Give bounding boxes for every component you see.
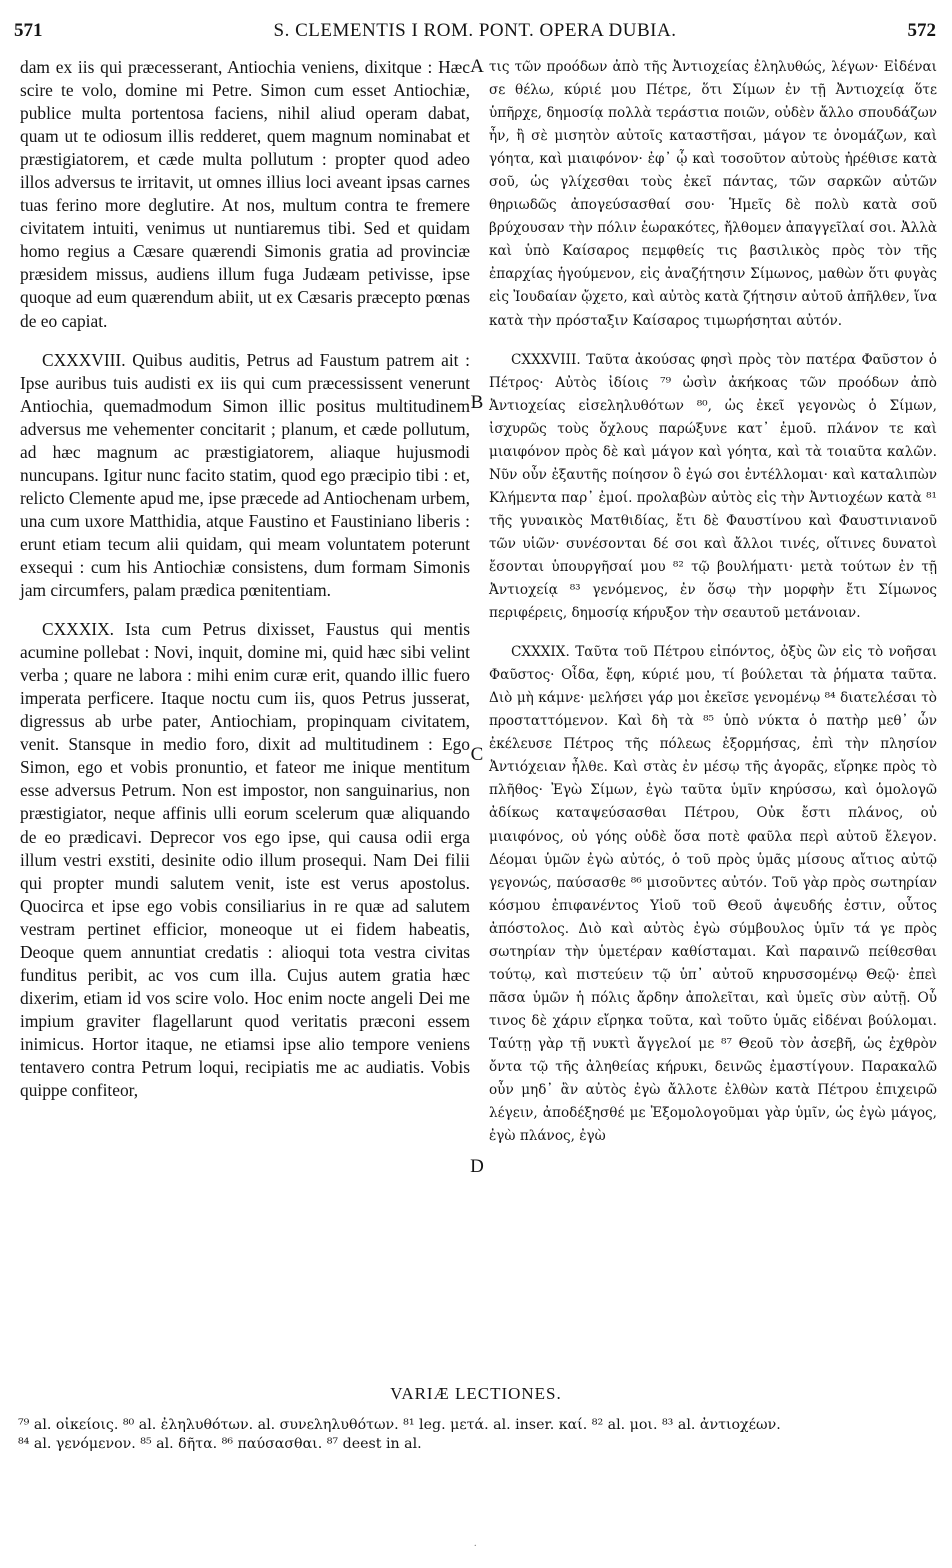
margin-marker-a: A [470, 56, 484, 77]
latin-paragraph-2: CXXXVIII. Quibus auditis, Petrus ad Faustum patrem ait : Ipse auribus tuis audisti ex iis qui cum præcessissent venerunt Antiochia, quemadmodum Simon illic positus multitudinem adversus me vehementer concitarit ; planum, et cæde pollutum, ad hæc magnum ac præstigiatorem, aliaque hujusmodi nuncupans. Igitur nunc facito statim, quod ego præcipio tibi : et, relicto Clemente apud me, ipse præcede ad Antiochenam urbem, una cum uxore Matthidia, atque Faustino et Faustiniano liberis : erunt etiam tecum alii quidam, qui meam voluntatem poterunt exsequi : cum his Antiochiæ consistens, dum formam Simonis jam circumfers, palam prædica pœnitentiam. [20, 349, 470, 601]
latin-paragraph-1: dam ex iis qui præcesserant, Antiochia veniens, dixitque : Hæc scire te volo, domine mi Petre. Simon cum esset Antiochiæ, publice multa portentosa faciens, nihil aliud operam dabat, quam ut te odiosum illis redderet, quem magnum nominabat et præstigiatorem, et cæde multa pollutum : propter quod adeo illos adversus te irritavit, ut omnes illius loci aveant ipsas carnes tuas ferino more deglutire. At nos, multum contra te fremere civitatem intuiti, venimus ut nuntiaremus tibi. Sed et quidam homo regius a Cæsare quærendi Simonis gratia ad provinciæ præsidem missus, audiens illum fuga Judæam petivisse, ipse quoque ad eum quærendum abiit, ut ex Cæsaris præcepto pœnas de eo capiat. [20, 57, 470, 331]
latin-paragraph-3: CXXXIX. Ista cum Petrus dixisset, Faustus qui mentis acumine pollebat : Novi, inquit, domine mi, quid hæc sibi velint verba ; quare ne labora : mihi enim curæ erit, quando illic fuero imperata perficere. Itaque noctu cum iis, quos Petrus jusserat, digressus ab urbe pater, Antiochiam, propinquam civitatem, venit. Stansque in medio foro, dixit ad multitudinem : Ego Simon, ego et vobis pronuntio, et fateor me inique mentitum esse adversus Petrum. Non est impostor, non sanguinarius, non præstigiator, neque affinis ulli eorum scelerum quæ aliquando de eo prædicavi. Deprecor vos ego ipse, qui causa odii erga illum vestri exstiti, desinite odio illum prosequi. Nam Dei filii qui propter mundi salutem venit, iste est verus apostolus. Quocirca et ipse ego vobis consiliarius in re quæ ad salutem vestram pertinet efficior, moneoque ut ei fidem habeatis, Deoque quem annuntiat credatis : alioqui tota vestra civitas funditus peribit, ac vos cum illa. Cujus autem gratia hæc dixerim, etiam id vos scire volo. Hoc enim nocte angeli Dei me impium graviter flagellarunt quod veritatis præconi essem inimicus. Hortor itaque, ne etiamsi ipse alio tempore veniens tentavero contra Petrum loqui, recipiatis me ac audiatis. Vobis quippe confiteor, [20, 619, 470, 1101]
variae-lectiones-title: VARIÆ LECTIONES. [390, 1384, 562, 1403]
greek-paragraph-3: CXXXIX. Ταῦτα τοῦ Πέτρου εἰπόντος, ὀξὺς ὢν εἰς τὸ νοῆσαι Φαῦστος· Οἶδα, ἔφη, κύριέ μου, τί βούλεται τὰ ῥήματα ταῦτα. Διὸ μὴ κάμνε· μελήσει γάρ μοι ἐκεῖσε γενομένῳ ⁸⁴ διατελέσαι τὸ προσταττόμενον. Καὶ δὴ τὰ ⁸⁵ ὑπὸ νύκτα ὁ πατὴρ μεθ᾽ ὧν ἐκέλευσε Πέτρος τῆς πόλεως ἐξορμήσας, ἐπὶ τὴν πλησίον Ἀντιόχειαν ἦλθε. Καὶ στὰς ἐν μέσῳ τῆς ἀγορᾶς, εἴρηκε πρὸς τὸ πλῆθος· Ἐγὼ Σίμων, ἐγὼ ταῦτα ὑμῖν κηρύσσω, καὶ ὁμολογῶ ἀδίκως καταψεύσασθαι Πέτρου, Οὐκ ἔστι πλάνος, οὐ μιαιφόνος, οὐ γόης οὐδὲ ὅσα ποτὲ φαῦλα περὶ αὐτοῦ ἔλεγον. Δέομαι ὑμῶν ἐγὼ αὐτός, ὁ τοῦ πρὸς ὑμᾶς μίσους αἴτιος αὐτῷ γεγονώς, παύσασθε ⁸⁶ μισοῦντες αὐτόν. Τοῦ γὰρ πρὸς σωτηρίαν κόσμου ἐπιφανέντος Υἱοῦ τοῦ Θεοῦ ἀψευδής ἐστιν, οὗτος ἀπόστολος. Διὸ καὶ αὐτὸς ἐγὼ σύμβουλος ὑμῖν τά γε πρὸς σωτηρίαν τὴν ὑμετέραν καθίσταμαι. Καὶ παραινῶ πείθεσθαι τούτῳ, καὶ πιστεύειν τῷ ὑπ᾽ αὐτοῦ κηρυσσομένῳ Θεῷ· ἐπεὶ πᾶσα ὑμῶν ἡ πόλις ἄρδην ἀπολεῖται, καὶ ὑμεῖς σὺν αὐτῇ. Οὗ τινος δὲ χάριν εἴρηκα τοῦτα, καὶ τοῦτο ὑμᾶς εἰδέναι βούλομαι. Ταύτῃ γὰρ τῇ νυκτὶ ἄγγελοί με ⁸⁷ Θεοῦ τὸν ἀσεβῆ, ὡς ἐχθρὸν ὄντα τῷ τῆς ἀληθείας κήρυκι, δεινῶς ἐμαστίγουν. Παρακαλῶ οὖν μηδ᾽ ἂν αὐτὸς ἐγὼ ἄλλοτε ἐλθὼν κατὰ Πέτρου ἐπιχειρῶ λέγειν, ἀποδέξησθέ με Ἐξομολογοῦμαι γὰρ ὑμῖν, ὡς ἐγὼ μάγος, ἐγὼ πλάνος, ἐγὼ [489, 644, 937, 1145]
page-header [14, 20, 936, 46]
greek-paragraph-2: CXXXVIII. Ταῦτα ἀκούσας φησὶ πρὸς τὸν πατέρα Φαῦστον ὁ Πέτρος· Αὐτὸς ἰδίοις ⁷⁹ ὠσὶν ἀκήκοας τῶν προόδων ἀπὸ Ἀντιοχείας εἰσεληλυθότων ⁸⁰, ὡς ἐκεῖ γεγονὼς ὁ Σίμων, ἰσχυρῶς τοὺς ὄχλους παρώξυνε κατ᾽ ἐμοῦ. πλάνον τε καὶ μιαιφόνον πρὸς δὲ καὶ μάγον καὶ γόητα, καὶ τὰ τοιαῦτα καλῶν. Νῦν οὖν ἐξαυτῆς ποίησον ὃ ἐγώ σοι ἐντέλλομαι· καὶ καταλιπὼν Κλήμεντα παρ᾽ ἐμοί. προλαβὼν αὐτὸς εἰς τὴν Ἀντιοχέων κατὰ ⁸¹ τῆς γυναικὸς Ματθιδίας, ἔτι δὲ Φαυστίνου καὶ Φαυστινιανοῦ τῶν υἱῶν· συνέσονται δέ σοι καὶ ἄλλοι τινές, οἵτινες δυνατοὶ ἔσονται ὑπουργῆσαί μου ⁸² τῷ βουλήματι· μετὰ τούτων ἐν τῇ Ἀντιοχείᾳ ⁸³ γενόμενος, ἐν ὅσῳ τὴν μορφὴν ἔτι Σίμωνος περιφέρεις, δημοσίᾳ κήρυξον τὴν σεαυτοῦ μετάνοιαν. [489, 351, 937, 622]
greek-paragraph-1: τις τῶν προόδων ἀπὸ τῆς Ἀντιοχείας ἐληλυθώς, λέγων· Εἰδέναι σε θέλω, κύριέ μου Πέτρε, ὅτι Σίμων ἐν τῇ Ἀντιοχείᾳ ὅτε ὑπῆρχε, δημοσίᾳ πολλὰ τεράστια ποιῶν, οὐδὲν ἄλλο σπουδάζων ἦν, ἢ σὲ μισητὸν αὐτοῖς καταστῆσαι, μάγον τε ὀνομάζων, καὶ γόητα, καὶ μιαιφόνον· ἐφ᾽ ᾧ καὶ τοσοῦτον αὐτοὺς ἠρέθισε κατὰ σοῦ, ὡς γλίχεσθαι τοὺς ἐκεῖ πάντας, τῶν σαρκῶν αὐτῶν θηριωδῶς ἀπογεύσασθαί σου· Ἡμεῖς δὲ πολὺ κατὰ σοῦ βρύχουσαν τὴν πόλιν ἑωρακότες, ἤλθομεν ἀπαγγεῖλαί σοι. Ἀλλὰ καὶ ὑπὸ Καίσαρος πεμφθείς τις βασιλικὸς πρὸς τὸν τῆς ἐπαρχίας ἡγούμενον, εἰς ἀναζήτησιν Σίμωνος, μαθὼν ὅτι φυγὰς εἰς Ἰουδαίαν ᾤχετο, καὶ αὐτὸς κατὰ ζήτησιν αὐτοῦ ἀπῆλθεν, ἵνα κατὰ τὴν πρόσταξιν Καίσαρος τιμωρήσηται αὐτόν. [489, 59, 937, 329]
page-speck: . [474, 1538, 477, 1549]
variae-lectiones-notes [18, 1416, 938, 1454]
greek-column [489, 56, 937, 1148]
margin-marker-d: D [470, 1156, 484, 1177]
margin-marker-c: C [470, 744, 484, 765]
margin-marker-b: B [470, 392, 484, 413]
page-number-left: 571 [14, 20, 43, 41]
variae-line-2: ⁸⁴ al. γενόμενον. ⁸⁵ al. δῆτα. ⁸⁶ παύσασθαι. ⁸⁷ deest in al. [18, 1436, 422, 1452]
variae-line-1: ⁷⁹ al. οἰκείοις. ⁸⁰ al. ἐληλυθότων. al. συνεληλυθότων. ⁸¹ leg. μετά. al. inser. καί. ⁸² al. μοι. ⁸³ al. ἀντιοχέων. [18, 1417, 781, 1433]
running-title: S. CLEMENTIS I ROM. PONT. OPERA DUBIA. [273, 20, 677, 41]
margin-markers [466, 56, 488, 1386]
page-number-right: 572 [907, 20, 936, 41]
latin-column [20, 56, 470, 1102]
